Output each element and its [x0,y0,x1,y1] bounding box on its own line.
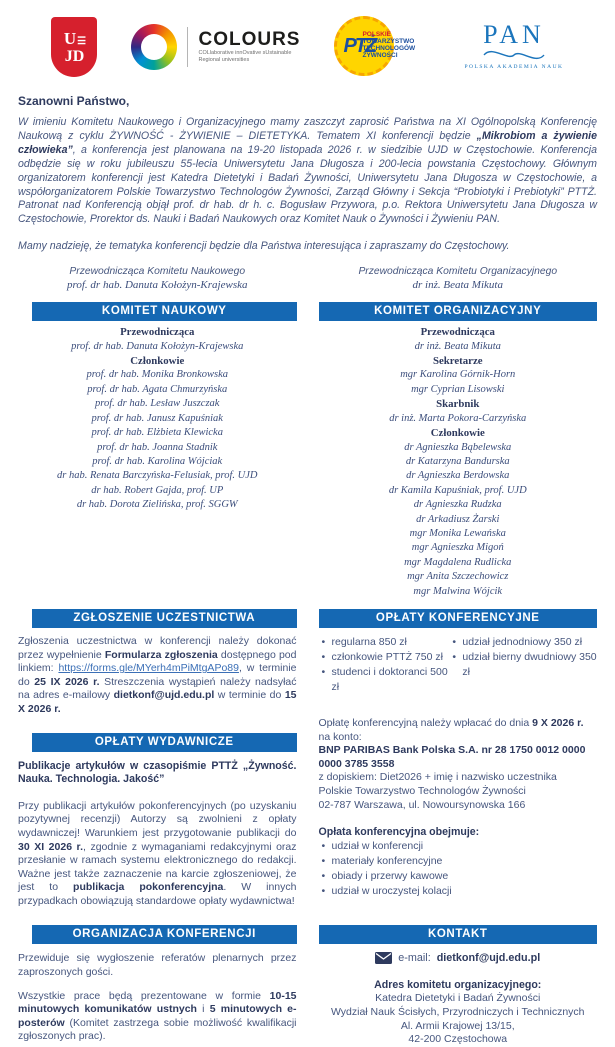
section-header-contact: KONTAKT [319,925,598,944]
ujd-letters-jd: JD [64,47,85,65]
section-header-fees: OPŁATY KONFERENCYJNE [319,609,598,628]
pan-subtitle: POLSKA AKADEMIA NAUK [464,64,564,70]
email-address[interactable]: dietkonf@ujd.edu.pl [436,952,541,965]
chair-scientific-name: prof. dr hab. Danuta Kołożyn-Krajewska [67,279,248,292]
registration-email-bold: dietkonf@ujd.edu.pl [113,689,215,702]
registration-text: Zgłoszenia uczestnictwa w konferencji należy dokonać przez wypełnienie [18,634,297,661]
organization-text-2: i [196,1003,210,1016]
committee-entry: dr hab. Robert Gajda, prof. UP [91,484,224,496]
address-title: Adres komitetu organizacyjnego: [374,979,542,992]
email-row [319,952,598,964]
logo-strip [18,12,597,82]
committee-entry: prof. dr hab. Karolina Wójciak [92,455,223,467]
chairs-row [18,265,597,292]
committee-entry: prof. dr hab. Agata Chmurzyńska [87,383,228,395]
committee-entry: dr Katarzyna Bandurska [405,455,510,467]
intro-text-2: , a konferencja jest planowana na 19-20 listopada 2026 r. w siedzibie UJD w Częstochowie. Konferencja odbędzie się w roku jubileuszu 55-lecia Uniwersytetu Jana Długosza i 200-lecia powstania Częstochowy. Głównym organizatorem konferencji jest Katedra Dietetyki i Badań Żywności, Uniwersytetu Jana Długosza w Częstochowie, a współorganizatorem Polskie Towarzystwo Technologów Żywności, Zarząd Główny i Sekcja “Probiotyki i Prebiotyki” PTTŻ. Patronat nad Konferencją objął prof. dr hab. dr h. c. Bogusław Przywora, p.o. Rektora Uniwersytetu Jana Długosza w Częstochowie, Prorektor ds. Nauki i Badań Naukowych oraz Komitet Nauk o Żywności i Żywieniu PAN. [18,143,597,226]
publication-deadline-bold: 30 XI 2026 r. [18,840,83,853]
address-line: Katedra Dietetyki i Badań Żywności [375,992,541,1005]
address-line: Al. Armii Krajowej 13/15, [400,1019,515,1032]
committee-entry: mgr Cyprian Lisowski [411,383,505,395]
registration-text-2: dostępnego pod linkiem: [18,648,297,675]
fee-item: • regularna 850 zł [319,635,450,650]
committee-entry: dr Agnieszka Bąbelewska [404,441,512,453]
payment-text: Opłatę konferencyjną należy wpłacać do dnia [318,716,533,729]
pan-title: PAN [483,20,545,49]
scientific-committee-list [18,325,297,599]
committee-entry: Członkowie [130,355,185,368]
committee-entry: dr inż. Beata Mikuta [414,340,501,352]
committee-entry: Sekretarze [432,355,483,368]
fee-include-item: • materiały konferencyjne [319,854,598,869]
committee-entry: Członkowie [430,427,485,440]
fee-include-item: • obiady i przerwy kawowe [319,869,598,884]
publication-text-3: . W innych przypadkach obowiązują standardowe opłaty wydawnictwa! [18,881,297,907]
pttz-line1: POLSKIE [362,31,392,38]
organization-paragraph-2 [18,990,297,1044]
committee-entry: prof. dr hab. Danuta Kołożyn-Krajewska [71,340,244,352]
organization-column [18,944,297,1046]
committee-entry: Przewodnicząca [120,326,195,339]
fees-bullets-col1 [319,635,450,695]
intro-paragraph [18,116,597,227]
committee-entry: mgr Agnieszka Migoń [411,542,504,554]
committee-entry: prof. dr hab. Janusz Kapuśniak [91,412,223,424]
section-header-organization: ORGANIZACJA KONFERENCJI [32,925,297,944]
pttz-line3: TECHNOLOGÓW [362,45,416,52]
organizing-committee-list [319,325,598,599]
divider [187,27,188,67]
fees-bullets [319,635,598,695]
registration-form-bold: Formularza zgłoszenia [104,648,218,661]
publication-type-bold: publikacja pokonferencyjna [73,881,224,894]
section-header-scientific-committee: KOMITET NAUKOWY [32,302,297,321]
fee-item: • udział jednodniowy 350 zł [449,635,597,650]
pan-swoosh-icon [482,47,546,63]
committee-entry: dr hab. Dorota Zielińska, prof. SGGW [76,499,238,511]
payment-address-line: 02-787 Warszawa, ul. Nowoursynowska 166 [318,798,526,811]
pttz-abbr: PTŻ [343,34,376,57]
fee-includes-list [319,839,598,899]
registration-deadline-bold: 25 IX 2026 r. [34,675,100,688]
colours-title: COLOURS [198,29,301,50]
pttz-logo [334,15,430,79]
pttz-line2: TOWARZYSTWO [362,38,415,45]
committee-entry: mgr Anita Szczechowicz [407,571,509,583]
committee-entry: mgr Malwina Wójcik [413,585,503,597]
committee-entry: dr Agnieszka Berdowska [406,470,510,482]
intro-topic-bold: „Mikrobiom a żywienie człowieka” [18,129,597,156]
organization-oral-bold: 10-15 minutowych komunikatów ustnych [18,989,297,1016]
registration-text-5: w terminie do [214,689,285,702]
colours-ring-icon [131,24,177,70]
pan-logo [464,20,564,71]
registration-column [18,628,297,909]
payment-text-2: na konto: [318,730,362,743]
committee-entry: mgr Monika Lewańska [409,527,506,539]
chair-scientific-title: Przewodnicząca Komitetu Naukowego [69,266,246,278]
colours-subtitle-2: Regional universities [198,57,250,63]
payment-reference-line: z dopiskiem: Diet2026 + imię i nazwisko uczestnika [318,771,557,784]
committee-entry: dr Kamila Kapuśniak, prof. UJD [388,484,527,496]
committee-entry: dr Arkadiusz Żarski [416,513,500,525]
pttz-line4: ŻYWNOŚCI [362,52,398,59]
fee-item: • udział bierny dwudniowy 350 zł [449,650,597,680]
colours-subtitle-1: COLlaborative innOvative sUstainable [198,50,292,56]
hope-paragraph: Mamy nadzieję, że tematyka konferencji będzie dla Państwa interesująca i zapraszamy do Częstochowy. [18,240,510,253]
payment-deadline-bold: 9 X 2026 r. [532,716,584,729]
address-line: 42-200 Częstochowa [408,1033,508,1046]
greeting: Szanowni Państwo, [18,94,130,108]
committee-entry: prof. dr hab. Lesław Juszczak [95,398,220,410]
committee-entry: prof. dr hab. Monika Bronkowska [86,369,229,381]
publication-text: Przy publikacji artykułów pokonferencyjnych (po uzyskaniu pozytywnej recenzji) Autorzy są zwolnieni z opłaty wydawniczej! Warunkiem jest przygotowanie publikacji do [18,799,297,839]
committee-entry: mgr Magdalena Rudlicka [404,556,512,568]
organization-text: Wszystkie prace będą prezentowane w formie [18,989,270,1002]
organization-eposter-bold: 5 minutowych e-posterów [18,1003,297,1029]
email-icon [375,952,392,964]
colours-logo [131,24,300,70]
committee-entry: prof. dr hab. Elżbieta Klewicka [91,427,223,439]
registration-deadline2-bold: 15 X 2026 r. [18,689,297,715]
fee-includes-title: Opłata konferencyjna obejmuje: [318,826,480,839]
fee-include-item: • udział w uroczystej kolacji [319,884,598,899]
intro-text: W imieniu Komitetu Naukowego i Organizacyjnego mamy zaszczyt zaprosić Państwa na XI Ogólnopolską Konferencję Naukową z cyklu ŻYWNOŚĆ - ŻYWIENIE – DIETETYKA. Tematem XI konferencji będzie [18,116,597,142]
publication-lead: Publikacje artykułów w czasopiśmie PTTŻ „Żywność. Nauka. Technologia. Jakość” [18,759,297,786]
contact-column [319,944,598,1046]
chair-scientific [18,265,297,292]
address-line: Wydział Nauk Ścisłych, Przyrodniczych i Technicznych [330,1006,585,1019]
email-label: e-mail: [398,952,431,965]
section-header-organizing-committee: KOMITET ORGANIZACYJNY [319,302,598,321]
chair-organizing [319,265,598,292]
bank-account-bold: BNP PARIBAS Bank Polska S.A. nr 28 1750 0012 0000 0000 3785 3558 [318,744,586,770]
organization-paragraph-1: Przewiduje się wygłoszenie referatów plenarnych przez zaproszonych gości. [18,952,297,979]
fee-include-item: • udział w konferencji [319,839,598,854]
registration-text-3: , w terminie do [18,662,297,688]
payment-paragraph [319,717,598,812]
ujd-logo: U☰ JD [51,17,97,77]
committee-entry: Skarbnik [436,398,480,411]
committee-entry: Przewodnicząca [420,326,495,339]
fee-item: • studenci i doktoranci 500 zł [319,665,450,695]
registration-paragraph [18,635,297,717]
publication-paragraph [18,800,297,909]
chair-organizing-title: Przewodnicząca Komitetu Organizacyjnego [358,266,558,278]
registration-form-link[interactable]: https://forms.gle/MYerh4mPiMtgAPo89 [58,662,239,675]
address-lines [319,992,598,1046]
fees-bullets-col2 [449,635,597,695]
committee-entry: dr inż. Marta Pokora-Carzyńska [389,412,527,424]
publication-text-2: , zgodnie z wymaganiami redakcyjnymi oraz przesłanie w ramach systemu elektronicznego do redakcji. Ważne jest także zaznaczenie na karcie zgłoszeniowej, że jest to [18,840,297,894]
committee-entry: mgr Karolina Górnik-Horn [400,369,516,381]
committee-entry: dr hab. Renata Barczyńska-Felusiak, prof. UJD [57,470,258,482]
ujd-letter-u: U [63,28,78,48]
fee-item: • członkowie PTTŻ 750 zł [319,650,450,665]
payment-recipient-line: Polskie Towarzystwo Technologów Żywności [318,784,526,797]
committee-entry: dr Agnieszka Rudzka [413,499,502,511]
organization-text-3: (Komitet zastrzega sobie możliwość kwalifikacji zgłoszonych prac). [18,1016,297,1043]
section-header-registration: ZGŁOSZENIE UCZESTNICTWA [32,609,297,628]
committee-entry: prof. dr hab. Joanna Stadnik [97,441,218,453]
chair-organizing-name: dr inż. Beata Mikuta [412,279,503,292]
section-header-publication-fees: OPŁATY WYDAWNICZE [32,733,297,752]
registration-text-4: Streszczenia wystąpień należy nadsyłać na adres e-mailowy [18,675,297,702]
fees-column [319,628,598,909]
